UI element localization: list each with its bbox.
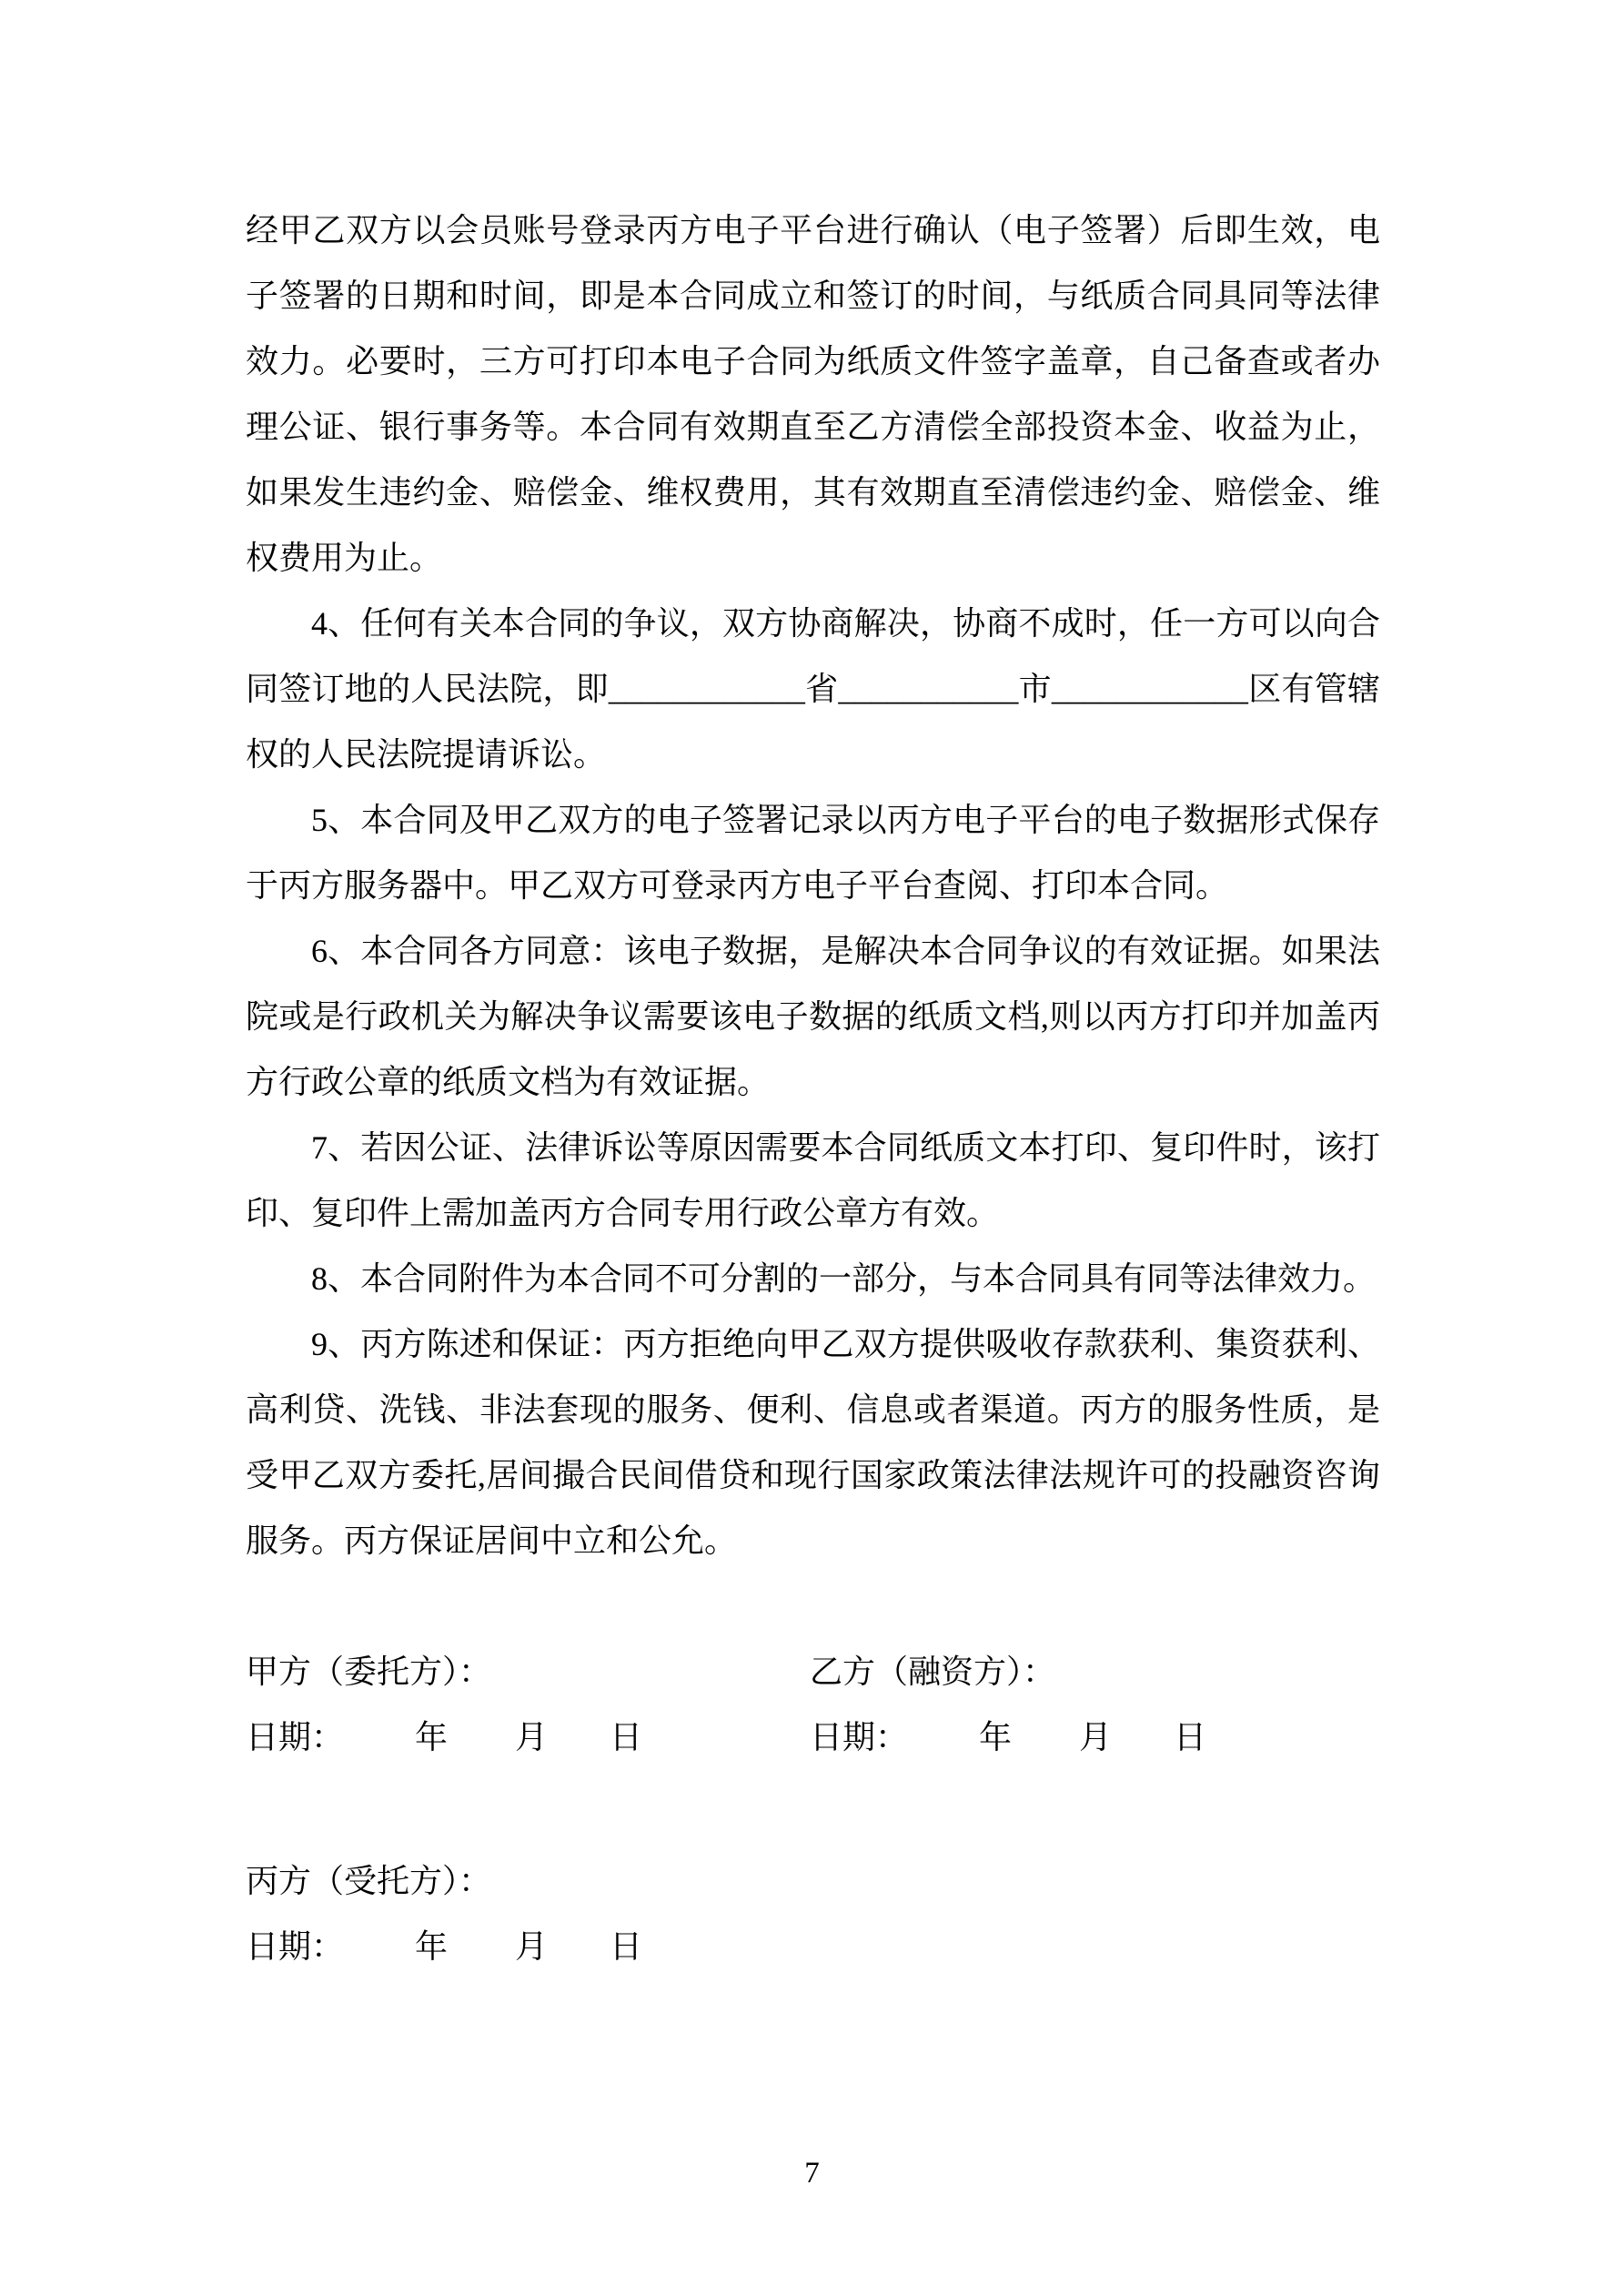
- paragraph-clause-6: 6、本合同各方同意：该电子数据，是解决本合同争议的有效证据。如果法院或是行政机关为解决争议需要该电子数据的纸质文档,则以丙方打印并加盖丙方行政公章的纸质文档为有效证据。: [246, 933, 1380, 1100]
- paragraph-clause-9: 9、丙方陈述和保证：丙方拒绝向甲乙双方提供吸收存款获利、集资获利、高利贷、洗钱、非法套现的服务、便利、信息或者渠道。丙方的服务性质，是受甲乙双方委托,居间撮合民间借贷和现行国家政策法律法规许可的投融资咨询服务。丙方保证居间中立和公允。: [246, 1326, 1380, 1559]
- party-c-block: [246, 1848, 1380, 1979]
- month-label: 月: [515, 1719, 549, 1755]
- date-label: 日期：: [810, 1719, 909, 1755]
- party-b-block: [810, 1639, 1380, 1770]
- party-a-block: [246, 1639, 810, 1770]
- party-a-title: 甲方（委托方）：: [246, 1654, 492, 1690]
- signature-row-ab: [246, 1639, 1380, 1770]
- paragraph-continuation: 经甲乙双方以会员账号登录丙方电子平台进行确认（电子签署）后即生效，电子签署的日期和时间，即是本合同成立和签订的时间，与纸质合同具同等法律效力。必要时，三方可打印本电子合同为纸质文件签字盖章，自己备查或者办理公证、银行事务等。本合同有效期直至乙方清偿全部投资本金、收益为止，如果发生违约金、赔偿金、维权费用，其有效期直至清偿违约金、赔偿金、维权费用为止。: [246, 212, 1380, 576]
- day-label: 日: [610, 1719, 643, 1755]
- date-label: 日期：: [246, 1928, 345, 1965]
- signature-section: [246, 1639, 1380, 1979]
- contract-body: [246, 197, 1380, 1979]
- year-label: 年: [415, 1928, 449, 1965]
- page-number: 7: [804, 2157, 820, 2190]
- party-b-title: 乙方（融资方）：: [810, 1654, 1056, 1690]
- day-label: 日: [610, 1928, 643, 1965]
- year-label: 年: [979, 1719, 1013, 1755]
- party-b-date-line: [810, 1704, 1380, 1770]
- party-a-date-line: [246, 1704, 810, 1770]
- month-label: 月: [515, 1928, 549, 1965]
- date-label: 日期：: [246, 1719, 345, 1755]
- party-c-title: 丙方（受托方）：: [246, 1863, 492, 1899]
- paragraph-clause-7: 7、若因公证、法律诉讼等原因需要本合同纸质文本打印、复印件时，该打印、复印件上需加盖丙方合同专用行政公章方有效。: [246, 1129, 1380, 1231]
- day-label: 日: [1174, 1719, 1207, 1755]
- paragraph-clause-8: 8、本合同附件为本合同不可分割的一部分，与本合同具有同等法律效力。: [311, 1260, 1377, 1297]
- paragraph-clause-5: 5、本合同及甲乙双方的电子签署记录以丙方电子平台的电子数据形式保存于丙方服务器中。甲乙双方可登录丙方电子平台查阅、打印本合同。: [246, 802, 1380, 904]
- month-label: 月: [1079, 1719, 1113, 1755]
- party-c-date-line: [246, 1914, 1380, 1979]
- paragraph-clause-4: 4、任何有关本合同的争议，双方协商解决，协商不成时，任一方可以向合同签订地的人民法院，即____________省___________市____________区有管辖权的人民法院提请诉讼。: [246, 605, 1380, 773]
- year-label: 年: [415, 1719, 449, 1755]
